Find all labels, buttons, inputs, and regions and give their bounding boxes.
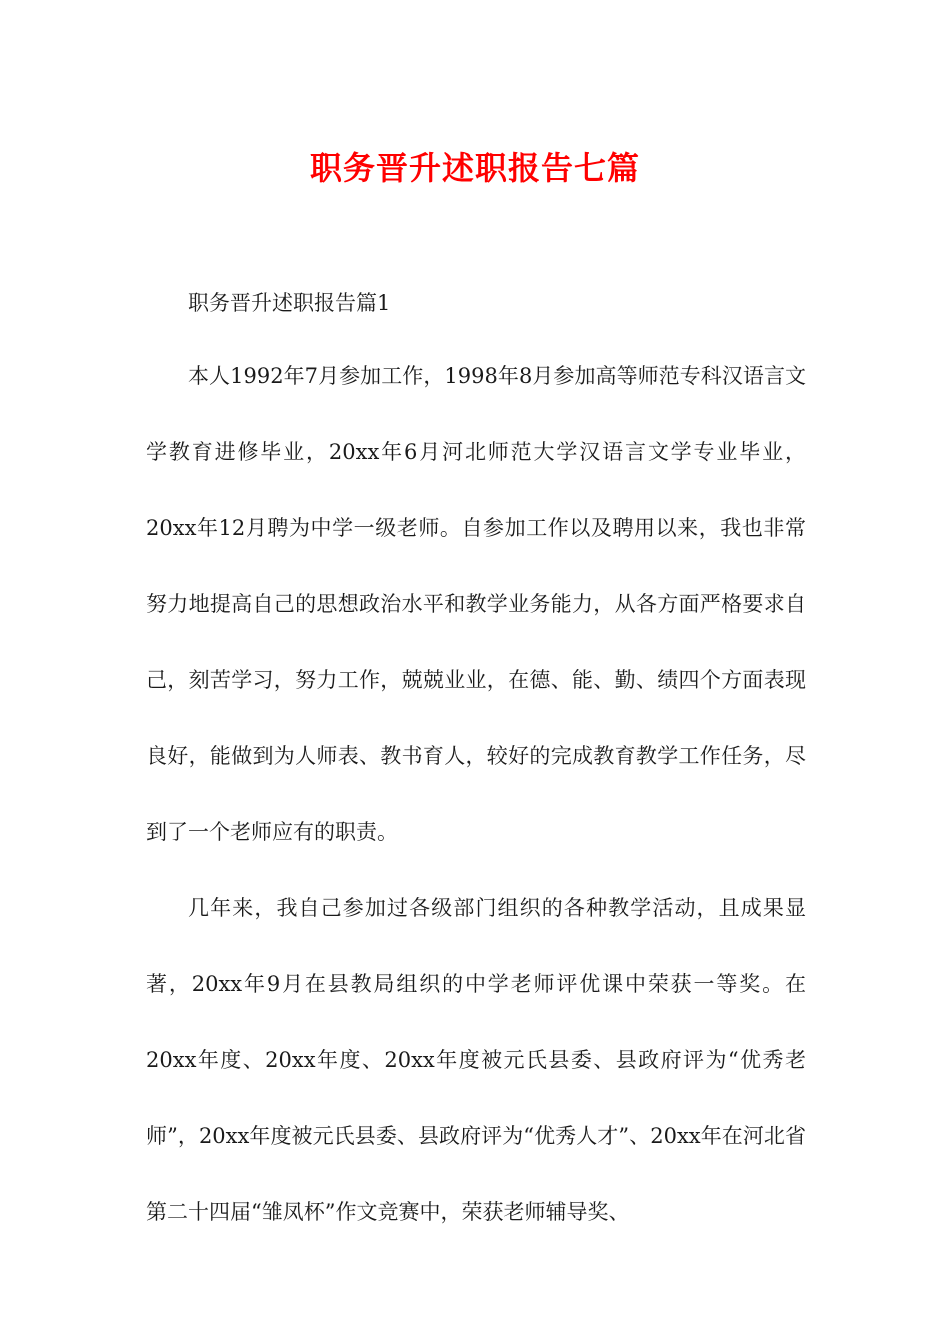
paragraph-1: 本人1992年7月参加工作，1998年8月参加高等师范专科汉语言文学教育进修毕业，20xx年6月河北师范大学汉语言文学专业毕业，20xx年12月聘为中学一级老师。自参加工作以及聘用以来，我也非常努力地提高自己的思想政治水平和教学业务能力，从各方面严格要求自己，刻苦学习，努力工作，兢兢业业，在德、能、勤、绩四个方面表现良好，能做到为人师表、教书育人，较好的完成教育教学工作任务，尽到了一个老师应有的职责。 [146,364,806,844]
paragraph-2: 几年来，我自己参加过各级部门组织的各种教学活动，且成果显著，20xx年9月在县教局组织的中学老师评优课中荣获一等奖。在20xx年度、20xx年度、20xx年度被元氏县委、县政府评为“优秀老师”，20xx年度被元氏县委、县政府评为“优秀人才”、20xx年在河北省第二十四届“雏凤杯”作文竞赛中，荣获老师辅导奖、 [146,896,806,1224]
document-title: 职务晋升述职报告七篇 [309,149,640,187]
section-heading: 职务晋升述职报告篇1 [188,291,391,315]
